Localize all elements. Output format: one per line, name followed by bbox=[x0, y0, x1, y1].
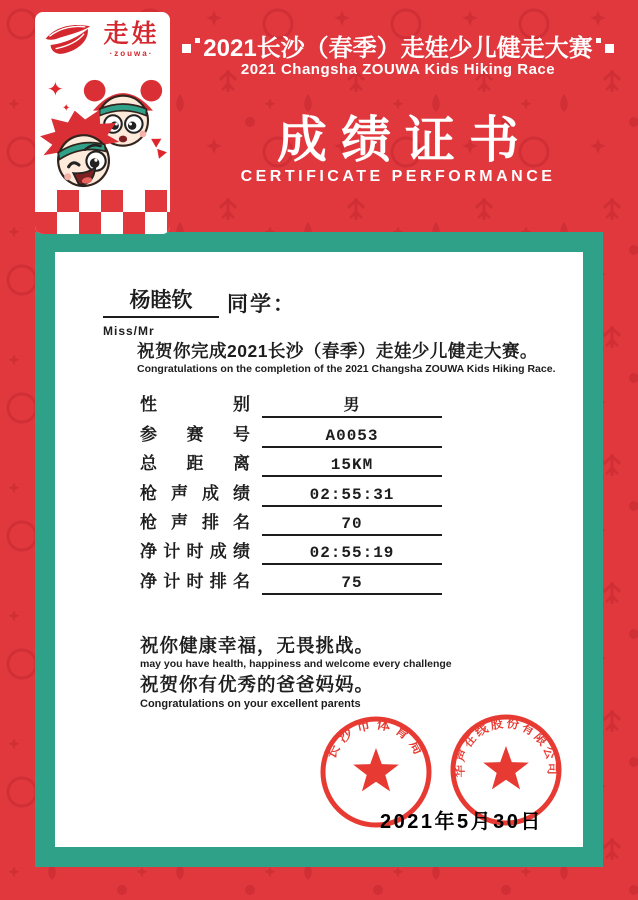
field-value: 75 bbox=[262, 574, 442, 595]
field-row-bib-number bbox=[55, 419, 583, 448]
field-value: 02:55:31 bbox=[262, 486, 442, 507]
certificate-body bbox=[55, 252, 583, 847]
field-label: 净 计 时 成 绩 bbox=[140, 542, 250, 562]
checkerboard-strip bbox=[35, 190, 170, 234]
certificate-frame bbox=[35, 232, 603, 867]
brand-row bbox=[35, 12, 170, 59]
field-label: 性 别 bbox=[140, 395, 250, 415]
boy-mascot-face-illustration bbox=[35, 103, 134, 201]
field-value: 15KM bbox=[262, 456, 442, 477]
wish-line-2-en: Congratulations on your excellent parents bbox=[140, 698, 361, 710]
certificate-title-en: CERTIFICATE PERFORMANCE bbox=[240, 168, 556, 185]
brand-text bbox=[97, 22, 166, 58]
field-label: 净 计 时 排 名 bbox=[140, 571, 250, 591]
congrats-line-cn: 祝贺你完成2021长沙（春季）走娃少儿健走大赛。 bbox=[137, 341, 538, 361]
square-deco-icon bbox=[182, 44, 191, 53]
brand-name-en: ·zouwa· bbox=[109, 49, 154, 58]
field-row-gender bbox=[55, 390, 583, 419]
mascot-illustrations bbox=[35, 70, 170, 192]
wish-line-1-en: may you have health, happiness and welcome every challenge bbox=[140, 658, 452, 670]
event-title-cn-text: 2021长沙（春季）走娃少儿健走大赛 bbox=[203, 35, 593, 62]
certificate-title-cn: 成绩证书 bbox=[277, 112, 533, 168]
field-value: A0053 bbox=[262, 427, 442, 448]
field-label: 枪 声 排 名 bbox=[140, 512, 250, 532]
field-row-gun-time bbox=[55, 478, 583, 507]
field-row-distance bbox=[55, 449, 583, 478]
result-fields bbox=[55, 390, 583, 596]
field-value: 70 bbox=[262, 515, 442, 536]
sparkle-icon: ✦ bbox=[62, 103, 71, 114]
stamp-text: 华声在线股份有限公司 bbox=[452, 715, 560, 778]
name-row bbox=[103, 286, 296, 318]
field-row-gun-rank bbox=[55, 508, 583, 537]
zouwa-swoosh-logo-icon bbox=[42, 21, 94, 59]
brand-name-cn: 走娃 bbox=[103, 20, 160, 48]
brand-logo-card bbox=[35, 12, 170, 234]
wish-line-1-cn: 祝你健康幸福，无畏挑战。 bbox=[140, 635, 375, 656]
accent-triangle-icon bbox=[157, 147, 168, 158]
field-row-net-rank bbox=[55, 566, 583, 595]
certificate-date: 2021年5月30日 bbox=[380, 811, 543, 833]
participant-name: 杨睦钦 bbox=[103, 286, 219, 318]
congrats-line-en: Congratulations on the completion of the 2021 Changsha ZOUWA Kids Hiking Race. bbox=[137, 363, 556, 375]
name-suffix: 同学： bbox=[227, 293, 296, 317]
field-label: 总 距 离 bbox=[140, 454, 250, 474]
name-caption: Miss/Mr bbox=[103, 324, 155, 338]
field-label: 参 赛 号 bbox=[140, 424, 250, 444]
stamp-text: 长沙市体育局 bbox=[323, 716, 429, 762]
field-label: 枪 声 成 绩 bbox=[140, 483, 250, 503]
field-value: 02:55:19 bbox=[262, 544, 442, 565]
header bbox=[172, 28, 624, 208]
sparkle-icon: ✦ bbox=[47, 79, 64, 101]
event-title-en: 2021 Changsha ZOUWA Kids Hiking Race bbox=[240, 61, 556, 78]
field-value: 男 bbox=[262, 392, 442, 418]
event-title-cn bbox=[172, 28, 624, 63]
field-row-net-time bbox=[55, 537, 583, 566]
wish-line-2-cn: 祝贺你有优秀的爸爸妈妈。 bbox=[140, 674, 375, 695]
square-deco-icon bbox=[605, 44, 614, 53]
